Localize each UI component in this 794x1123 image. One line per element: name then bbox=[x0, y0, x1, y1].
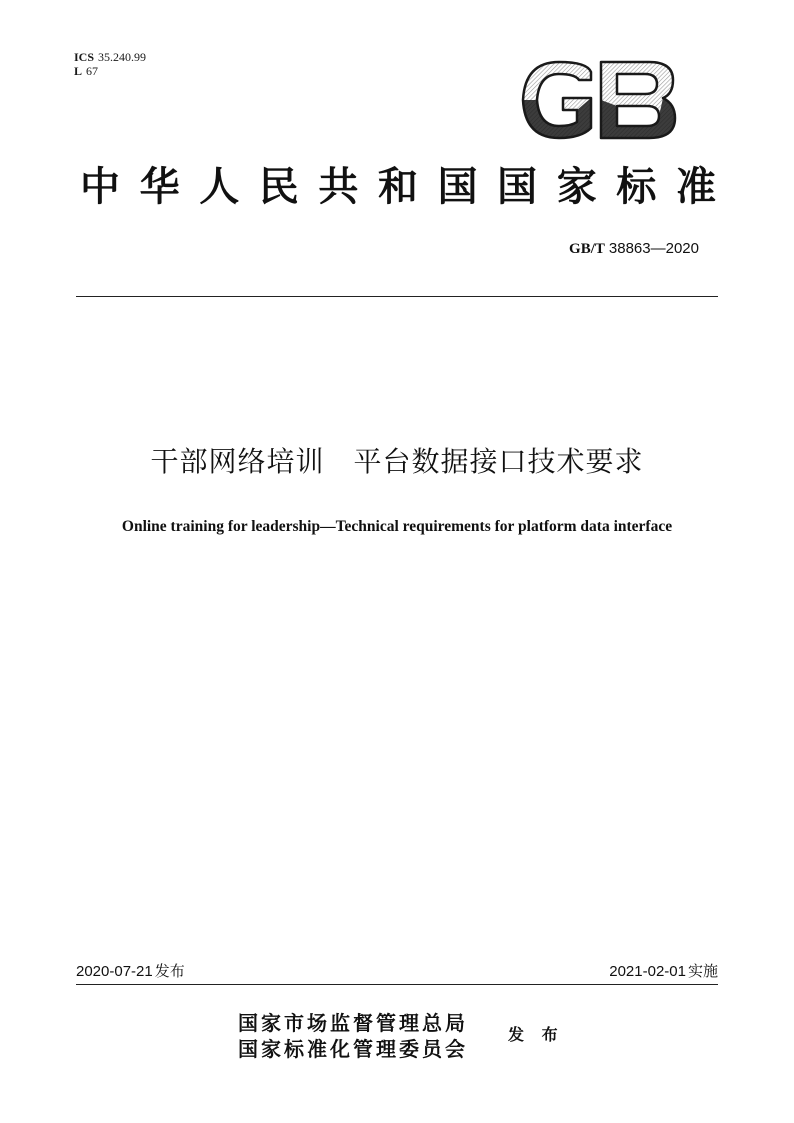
ics-row bbox=[74, 50, 146, 64]
issuer-line-1: 国家市场监督管理总局 bbox=[238, 1011, 468, 1035]
release-label: 发布 bbox=[154, 962, 185, 980]
release-info bbox=[76, 960, 185, 983]
ccs-value: 67 bbox=[86, 64, 99, 78]
national-title-char: 中 bbox=[80, 163, 120, 210]
standard-number bbox=[569, 238, 699, 259]
issuer-line-2: 国家标准化管理委员会 bbox=[238, 1037, 468, 1061]
ccs-label: L bbox=[74, 64, 83, 78]
implement-date: 2021-02-01 bbox=[609, 963, 686, 980]
national-title-char: 民 bbox=[258, 163, 299, 210]
classification-codes bbox=[74, 50, 146, 78]
national-title-char: 家 bbox=[556, 163, 597, 210]
standard-code: GB/T bbox=[569, 241, 605, 257]
national-title-char: 共 bbox=[318, 163, 359, 210]
national-title-char: 国 bbox=[497, 163, 538, 210]
national-title-char: 和 bbox=[377, 163, 418, 210]
national-title-char: 人 bbox=[199, 163, 240, 210]
issuing-authorities bbox=[238, 1010, 468, 1062]
release-date: 2020-07-21 bbox=[76, 963, 153, 980]
national-title-char: 国 bbox=[437, 163, 478, 210]
implement-info bbox=[609, 960, 718, 983]
gb-logo bbox=[517, 58, 681, 142]
national-title-char: 准 bbox=[675, 163, 716, 210]
document-title-chinese: 干部网络培训 平台数据接口技术要求 bbox=[150, 445, 644, 478]
bottom-divider bbox=[76, 984, 718, 985]
ics-value: 35.240.99 bbox=[98, 50, 147, 64]
top-divider bbox=[76, 296, 718, 297]
ccs-row bbox=[74, 64, 146, 78]
national-standard-title bbox=[74, 162, 722, 212]
national-title-char: 华 bbox=[139, 163, 180, 210]
publish-label: 发 布 bbox=[508, 1025, 564, 1044]
document-title-english: Online training for leadership—Technical requirements for platform data interface bbox=[121, 518, 673, 535]
date-row bbox=[76, 960, 718, 983]
ics-label: ICS bbox=[74, 50, 95, 64]
standard-number-value: 38863—2020 bbox=[608, 240, 699, 257]
implement-label: 实施 bbox=[687, 962, 718, 980]
national-title-char: 标 bbox=[616, 163, 657, 210]
